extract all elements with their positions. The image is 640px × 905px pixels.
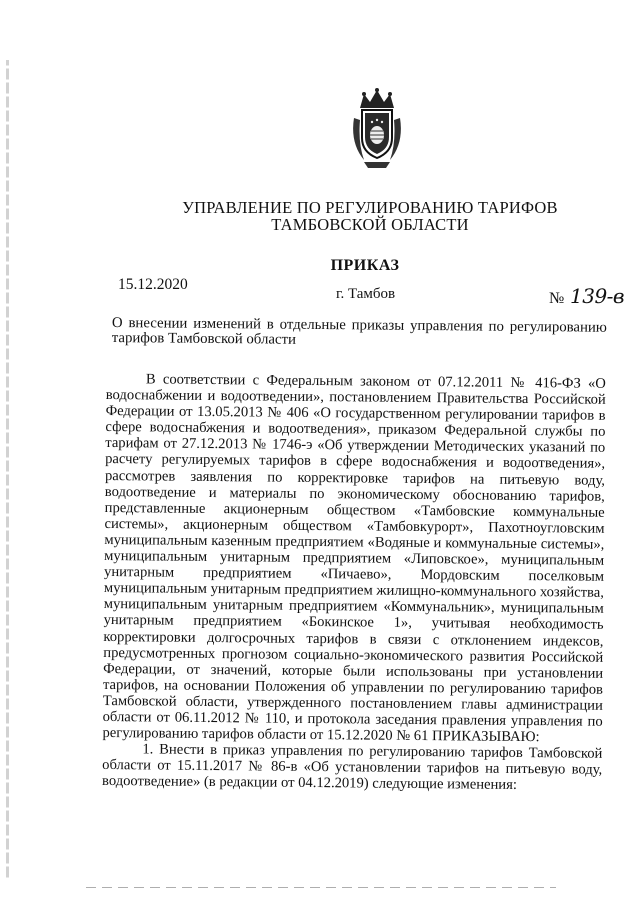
order-subject: О внесении изменений в отдельные приказы управления по регулированию тарифов Тамбовской области: [111, 315, 607, 348]
scan-edge-artifact: [6, 60, 9, 880]
order-number-label: №: [549, 290, 565, 307]
scan-bottom-artifact: [86, 887, 556, 888]
document-type-title: ПРИКАЗ: [330, 257, 400, 274]
order-date: 15.12.2020: [118, 276, 188, 293]
organization-name-line1: УПРАВЛЕНИЕ ПО РЕГУЛИРОВАНИЮ ТАРИФОВ: [182, 198, 558, 217]
preamble-paragraph: В соответствии с Федеральным законом от 07.12.2011 № 416-ФЗ «О водоснабжении и водоотведении», постановлением Правительства Российской Федерации от 13.05.2013 № 406 «О государственном регулировании тарифов в сфере водоснабжения и водоотведения», приказом Федеральной службы по тарифам от 27.12.2013 № 1746-э «Об утверждении Методических указаний по расчету регулируемых тарифов в сфере водоснабжения и водоотведения», рассмотрев заявления по корректировке тарифов на питьевую воду, водоотведение и материалы по экономическому обоснованию тарифов, представленные акционерным обществом «Тамбовские коммунальные системы», акционерным обществом «Тамбовкурорт», Пахотноугловским муниципальным казенным предприятием «Водяные и коммунальные системы», муниципальным унитарным предприятием «Липовское», муниципальным унитарным предприятием «Пичаево», Мордовским поселковым муниципальным унитарным предприятием жилищно-коммунального хозяйства, муниципальным унитарным предприятием «Коммунальник», муниципальным унитарным предприятием «Бокинское 1», учитывая необходимость корректировки долгосрочных тарифов в связи с отклонением индексов, предусмотренных прогнозом социально-экономического развития Российской Федерации, от значений, которые были использованы при установлении тарифов, на основании Положения об управлении по регулированию тарифов Тамбовской области, утвержденного постановлением главы администрации области от 06.11.2012 № 110, и протокола заседания правления управления по регулированию тарифов области от 15.12.2020 № 61 ПРИКАЗЫВАЮ:: [102, 371, 606, 746]
order-item-1: 1. Внести в приказ управления по регулированию тарифов Тамбовской области от 15.11.2017 № 86-в «Об установлении тарифов на питьевую воду, водоотведение» (в редакции от 04.12.2019) следующие изменения:: [101, 741, 603, 794]
order-number-handwritten: 139-в: [570, 284, 625, 308]
tambov-coat-of-arms-icon: [348, 88, 406, 170]
organization-name-line2: ТАМБОВСКОЙ ОБЛАСТИ: [271, 215, 469, 234]
order-body: [102, 371, 606, 794]
order-city: г. Тамбов: [336, 286, 396, 302]
